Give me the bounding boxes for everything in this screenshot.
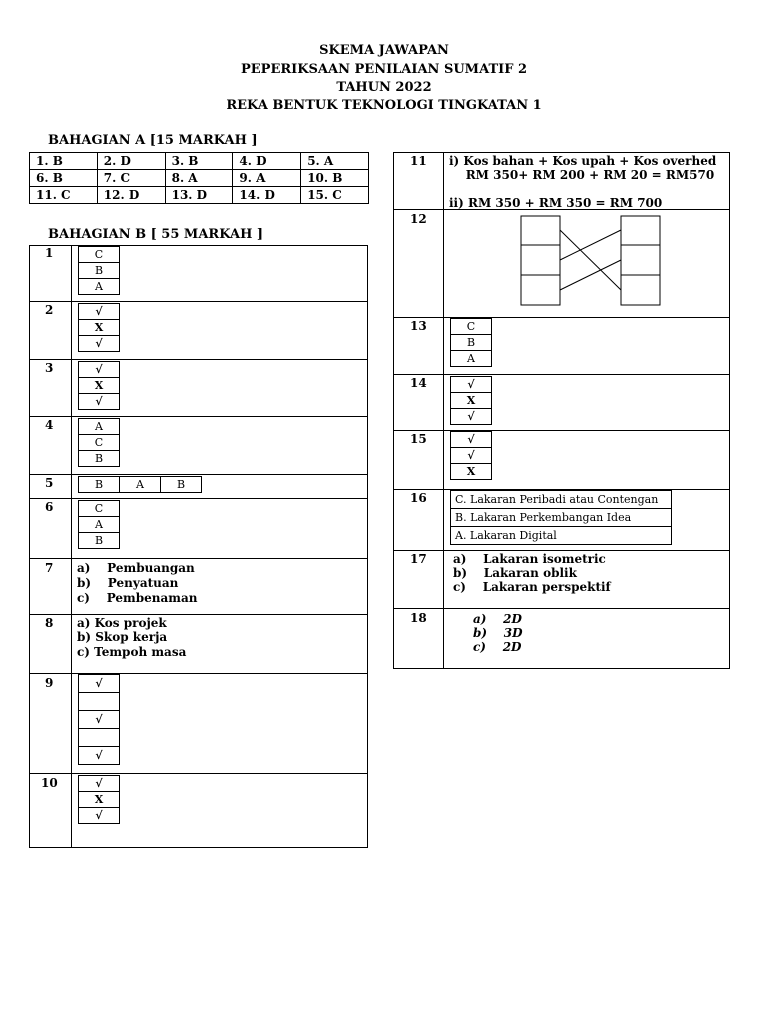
answer-cell: √ xyxy=(79,747,120,765)
right-box xyxy=(621,245,660,275)
title-line-2: PEPERIKSAAN PENILAIAN SUMATIF 2 xyxy=(240,62,528,77)
title-line-1: SKEMA JAWAPAN xyxy=(319,43,449,58)
question-number: 3 xyxy=(45,361,54,375)
answer-line: a) Pembuangan xyxy=(77,561,195,575)
answer-line: a) Kos projek xyxy=(77,616,167,630)
table-cell: 3. B xyxy=(165,153,233,170)
right-box xyxy=(621,216,660,245)
question-number: 14 xyxy=(410,376,427,390)
answer-box-q2 xyxy=(78,303,120,352)
answer-cell: A xyxy=(79,419,120,435)
answer-cell: √ xyxy=(451,377,492,393)
table-cell: 15. C xyxy=(301,187,369,204)
answer-cell: B xyxy=(79,533,120,549)
answer-cell: B xyxy=(451,335,492,351)
answer-cell: √ xyxy=(451,409,492,425)
table-cell: 6. B xyxy=(30,170,98,187)
answer-cell: C. Lakaran Peribadi atau Contengan xyxy=(451,491,672,509)
table-row xyxy=(30,153,369,170)
column-divider xyxy=(71,245,72,847)
answer-line: c) Lakaran perspektif xyxy=(453,580,611,594)
answer-box-q9 xyxy=(78,674,120,765)
answer-cell: √ xyxy=(79,394,120,410)
answer-box-q14 xyxy=(450,376,492,425)
answer-cell: B xyxy=(79,451,120,467)
section-a-title: BAHAGIAN A [15 MARKAH ] xyxy=(48,133,258,148)
answer-box-q10 xyxy=(78,775,120,824)
answer-cell: C xyxy=(79,435,120,451)
row-divider xyxy=(393,550,729,551)
table-cell: 9. A xyxy=(233,170,301,187)
left-box xyxy=(521,245,560,275)
question-number: 6 xyxy=(45,500,54,514)
answer-cell: B xyxy=(79,477,120,493)
answer-cell xyxy=(79,693,120,711)
table-cell: 5. A xyxy=(301,153,369,170)
table-cell: 12. D xyxy=(97,187,165,204)
answer-cell: A xyxy=(79,517,120,533)
section-b-title: BAHAGIAN B [ 55 MARKAH ] xyxy=(48,227,264,242)
answer-cell: B. Lakaran Perkembangan Idea xyxy=(451,509,672,527)
question-number: 9 xyxy=(45,676,54,690)
answer-cell: √ xyxy=(79,336,120,352)
answer-cell: X xyxy=(451,464,492,480)
table-row xyxy=(30,170,369,187)
answer-cell: X xyxy=(79,378,120,394)
question-number: 4 xyxy=(45,418,54,432)
answer-cell: √ xyxy=(451,448,492,464)
answer-line: RM 350+ RM 200 + RM 20 = RM570 xyxy=(449,168,715,182)
table-cell: 10. B xyxy=(301,170,369,187)
answer-line: c) Tempoh masa xyxy=(77,645,187,659)
answer-line: a) 2D xyxy=(473,612,522,626)
row-divider xyxy=(29,301,367,302)
question-number: 18 xyxy=(410,611,427,625)
answer-cell: √ xyxy=(79,776,120,792)
row-divider xyxy=(393,317,729,318)
matching-line xyxy=(560,230,621,290)
row-divider xyxy=(29,773,367,774)
question-number: 2 xyxy=(45,303,54,317)
question-number: 15 xyxy=(410,432,427,446)
row-divider xyxy=(29,558,367,559)
answer-line: b) Penyatuan xyxy=(77,576,179,590)
answer-cell xyxy=(79,729,120,747)
answer-cell: √ xyxy=(79,711,120,729)
column-divider xyxy=(443,152,444,668)
question-number: 12 xyxy=(410,212,427,226)
table-cell: 7. C xyxy=(97,170,165,187)
answer-cell: √ xyxy=(79,304,120,320)
answer-box-q3 xyxy=(78,361,120,410)
row-divider xyxy=(393,374,729,375)
answer-cell: A xyxy=(120,477,161,493)
question-number: 13 xyxy=(410,319,427,333)
answer-cell: C xyxy=(451,319,492,335)
table-cell: 11. C xyxy=(30,187,98,204)
answer-line: ii) RM 350 + RM 350 = RM 700 xyxy=(449,196,663,210)
table-row xyxy=(30,187,369,204)
answer-line: c) 2D xyxy=(473,640,522,654)
answer-cell: √ xyxy=(79,808,120,824)
answer-box-q15 xyxy=(450,431,492,480)
answer-cell: X xyxy=(451,393,492,409)
section-a-table xyxy=(29,152,369,204)
question-number: 7 xyxy=(45,561,54,575)
answer-cell: C xyxy=(79,247,120,263)
row-divider xyxy=(393,608,729,609)
question-number: 10 xyxy=(41,776,58,790)
matching-diagram xyxy=(520,214,663,307)
answer-box-q16 xyxy=(450,490,672,545)
answer-cell: √ xyxy=(79,362,120,378)
question-number: 8 xyxy=(45,616,54,630)
row-divider xyxy=(29,474,367,475)
table-cell: 13. D xyxy=(165,187,233,204)
answer-line: b) Lakaran oblik xyxy=(453,566,577,580)
right-box xyxy=(621,275,660,305)
answer-line: b) Skop kerja xyxy=(77,630,168,644)
row-divider xyxy=(29,359,367,360)
answer-box-q5 xyxy=(78,476,202,493)
matching-line xyxy=(560,230,621,260)
answer-line: i) Kos bahan + Kos upah + Kos overhed xyxy=(449,154,717,168)
answer-cell: √ xyxy=(451,432,492,448)
question-number: 5 xyxy=(45,476,54,490)
answer-cell: A xyxy=(79,279,120,295)
row-divider xyxy=(29,498,367,499)
title-line-3: TAHUN 2022 xyxy=(336,80,432,95)
row-divider xyxy=(29,416,367,417)
question-number: 1 xyxy=(45,246,54,260)
answer-cell: A. Lakaran Digital xyxy=(451,527,672,545)
answer-box-q13 xyxy=(450,318,492,367)
table-cell: 4. D xyxy=(233,153,301,170)
answer-cell: X xyxy=(79,320,120,336)
left-box xyxy=(521,216,560,245)
left-box xyxy=(521,275,560,305)
answer-cell: A xyxy=(451,351,492,367)
answer-cell: C xyxy=(79,501,120,517)
answer-line: b) 3D xyxy=(473,626,523,640)
row-divider xyxy=(393,430,729,431)
question-number: 16 xyxy=(410,491,427,505)
answer-cell: X xyxy=(79,792,120,808)
answer-box-q1 xyxy=(78,246,120,295)
answer-cell: B xyxy=(161,477,202,493)
answer-line: a) Lakaran isometric xyxy=(453,552,606,566)
question-number: 17 xyxy=(410,552,427,566)
title-line-4: REKA BENTUK TEKNOLOGI TINGKATAN 1 xyxy=(226,98,542,113)
answer-box-q6 xyxy=(78,500,120,549)
answer-cell: B xyxy=(79,263,120,279)
table-cell: 1. B xyxy=(30,153,98,170)
table-cell: 8. A xyxy=(165,170,233,187)
question-number: 11 xyxy=(410,154,427,168)
answer-cell: √ xyxy=(79,675,120,693)
answer-box-q4 xyxy=(78,418,120,467)
matching-line xyxy=(560,260,621,290)
answer-line: c) Pembenaman xyxy=(77,591,198,605)
table-cell: 2. D xyxy=(97,153,165,170)
table-cell: 14. D xyxy=(233,187,301,204)
row-divider xyxy=(29,614,367,615)
